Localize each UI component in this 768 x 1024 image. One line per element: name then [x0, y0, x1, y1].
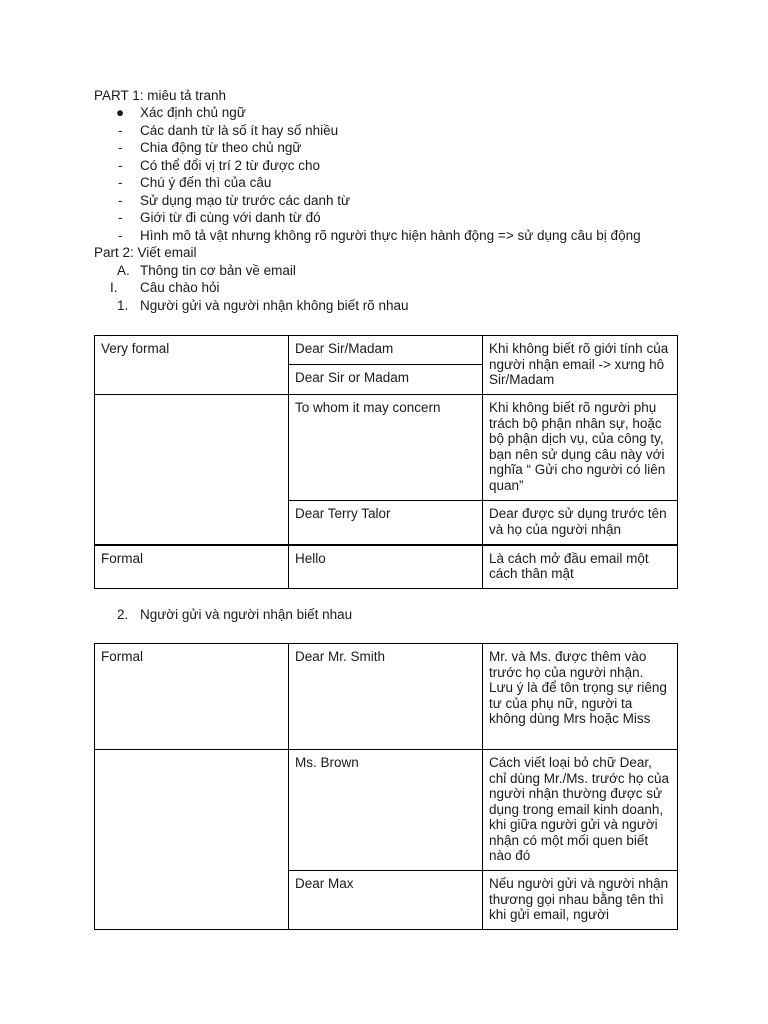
level-text: Very formal: [101, 341, 170, 356]
list-item: Chú ý đến thì của câu: [140, 175, 272, 190]
section-marker: I.: [110, 280, 118, 295]
dash-marker: -: [118, 175, 123, 190]
table-row: [95, 336, 678, 365]
note-text: Là cách mở đầu email một cách thân mật: [489, 550, 649, 581]
level-cell: [95, 395, 289, 545]
table-row: [95, 395, 678, 501]
bullet-marker: ●: [116, 105, 125, 120]
section-marker: A.: [117, 263, 130, 278]
list-item: Hình mô tả vật nhưng không rõ người thực hiện hành động => sử dụng câu bị động: [140, 228, 641, 243]
note-cell: [483, 750, 678, 871]
greeting-text: Hello: [295, 550, 326, 566]
dash-marker: -: [118, 158, 123, 173]
level-cell: [95, 750, 289, 930]
greeting-cell: [289, 336, 483, 365]
list-item: Xác định chủ ngữ: [140, 105, 246, 120]
subsection-marker: 1.: [117, 298, 129, 313]
greeting-text: Dear Max: [295, 876, 354, 891]
greetings-table-1: [94, 335, 678, 589]
greeting-cell: [289, 545, 483, 589]
note-cell: [483, 336, 678, 395]
table-row: [95, 750, 678, 871]
part1-heading: PART 1: miêu tả tranh: [94, 88, 227, 103]
level-cell: [95, 644, 289, 750]
note-text: Khi không biết rõ giới tính của người nhận email -> xưng hô Sir/Madam: [489, 341, 669, 387]
greeting-text: Dear Terry Talor: [295, 506, 391, 521]
note-cell: [483, 501, 678, 545]
dash-marker: -: [118, 123, 123, 138]
level-text: Formal: [101, 550, 144, 566]
dash-marker: -: [118, 193, 123, 208]
greeting-cell: [289, 501, 483, 545]
list-item: Sử dụng mạo từ trước các danh từ: [140, 193, 351, 208]
greeting-text: Dear Mr. Smith: [295, 649, 386, 664]
section-a-title: Thông tin cơ bản về email: [140, 263, 296, 278]
table-row: [95, 644, 678, 750]
greeting-cell: [289, 395, 483, 501]
subsection-marker: 2.: [117, 607, 129, 622]
list-item: Giới từ đi cùng với danh từ đó: [140, 210, 321, 225]
note-text: Nếu người gửi và người nhận thương gọi nhau bằng tên thì khi gửi email, người: [489, 876, 669, 922]
greetings-table-2: [94, 643, 678, 930]
greeting-cell: [289, 750, 483, 871]
list-item: Chia động từ theo chủ ngữ: [140, 140, 302, 155]
level-cell: [95, 545, 289, 589]
greeting-cell: [289, 644, 483, 750]
list-item: Các danh từ là số ít hay số nhiều: [140, 123, 339, 138]
note-text: Khi không biết rõ người phụ trách bộ phận nhân sự, hoặc bộ phận dịch vụ, của công ty, bạn nên sử dụng câu này với nghĩa “ Gửi cho người có liên quan”: [489, 400, 666, 493]
table-row: [95, 545, 678, 589]
list-item: Có thể đổi vị trí 2 từ được cho: [140, 158, 321, 173]
greeting-cell: [289, 871, 483, 930]
level-text: Formal: [101, 649, 144, 664]
note-text: Mr. và Ms. được thêm vào trước họ của người nhận. Lưu ý là để tôn trọng sự riêng tư của phụ nữ, người ta không dùng Mrs hoặc Miss: [489, 649, 667, 726]
subsection-2-title: Người gửi và người nhận biết nhau: [140, 607, 353, 622]
greeting-text: Ms. Brown: [295, 755, 359, 770]
subsection-1-title: Người gửi và người nhận không biết rõ nhau: [140, 298, 409, 313]
greeting-text: Dear Sir or Madam: [295, 370, 410, 385]
note-cell: [483, 545, 678, 589]
dash-marker: -: [118, 228, 123, 243]
greeting-text: To whom it may concern: [295, 400, 441, 415]
dash-marker: -: [118, 210, 123, 225]
section-i-title: Câu chào hỏi: [140, 280, 220, 295]
note-cell: [483, 395, 678, 501]
greeting-text: Dear Sir/Madam: [295, 341, 394, 356]
dash-marker: -: [118, 140, 123, 155]
note-cell: [483, 871, 678, 930]
note-cell: [483, 644, 678, 750]
level-cell: [95, 336, 289, 395]
note-text: Dear được sử dụng trước tên và họ của người nhận: [489, 506, 667, 537]
note-text: Cách viết loại bỏ chữ Dear, chỉ dùng Mr./Ms. trước họ của người nhận thường được sử dụng trong email kinh doanh, khi giữa người gửi và người nhận có một mối quen biết nào đó: [489, 755, 669, 863]
part2-heading: Part 2: Viết email: [94, 245, 197, 260]
greeting-cell: [289, 365, 483, 395]
